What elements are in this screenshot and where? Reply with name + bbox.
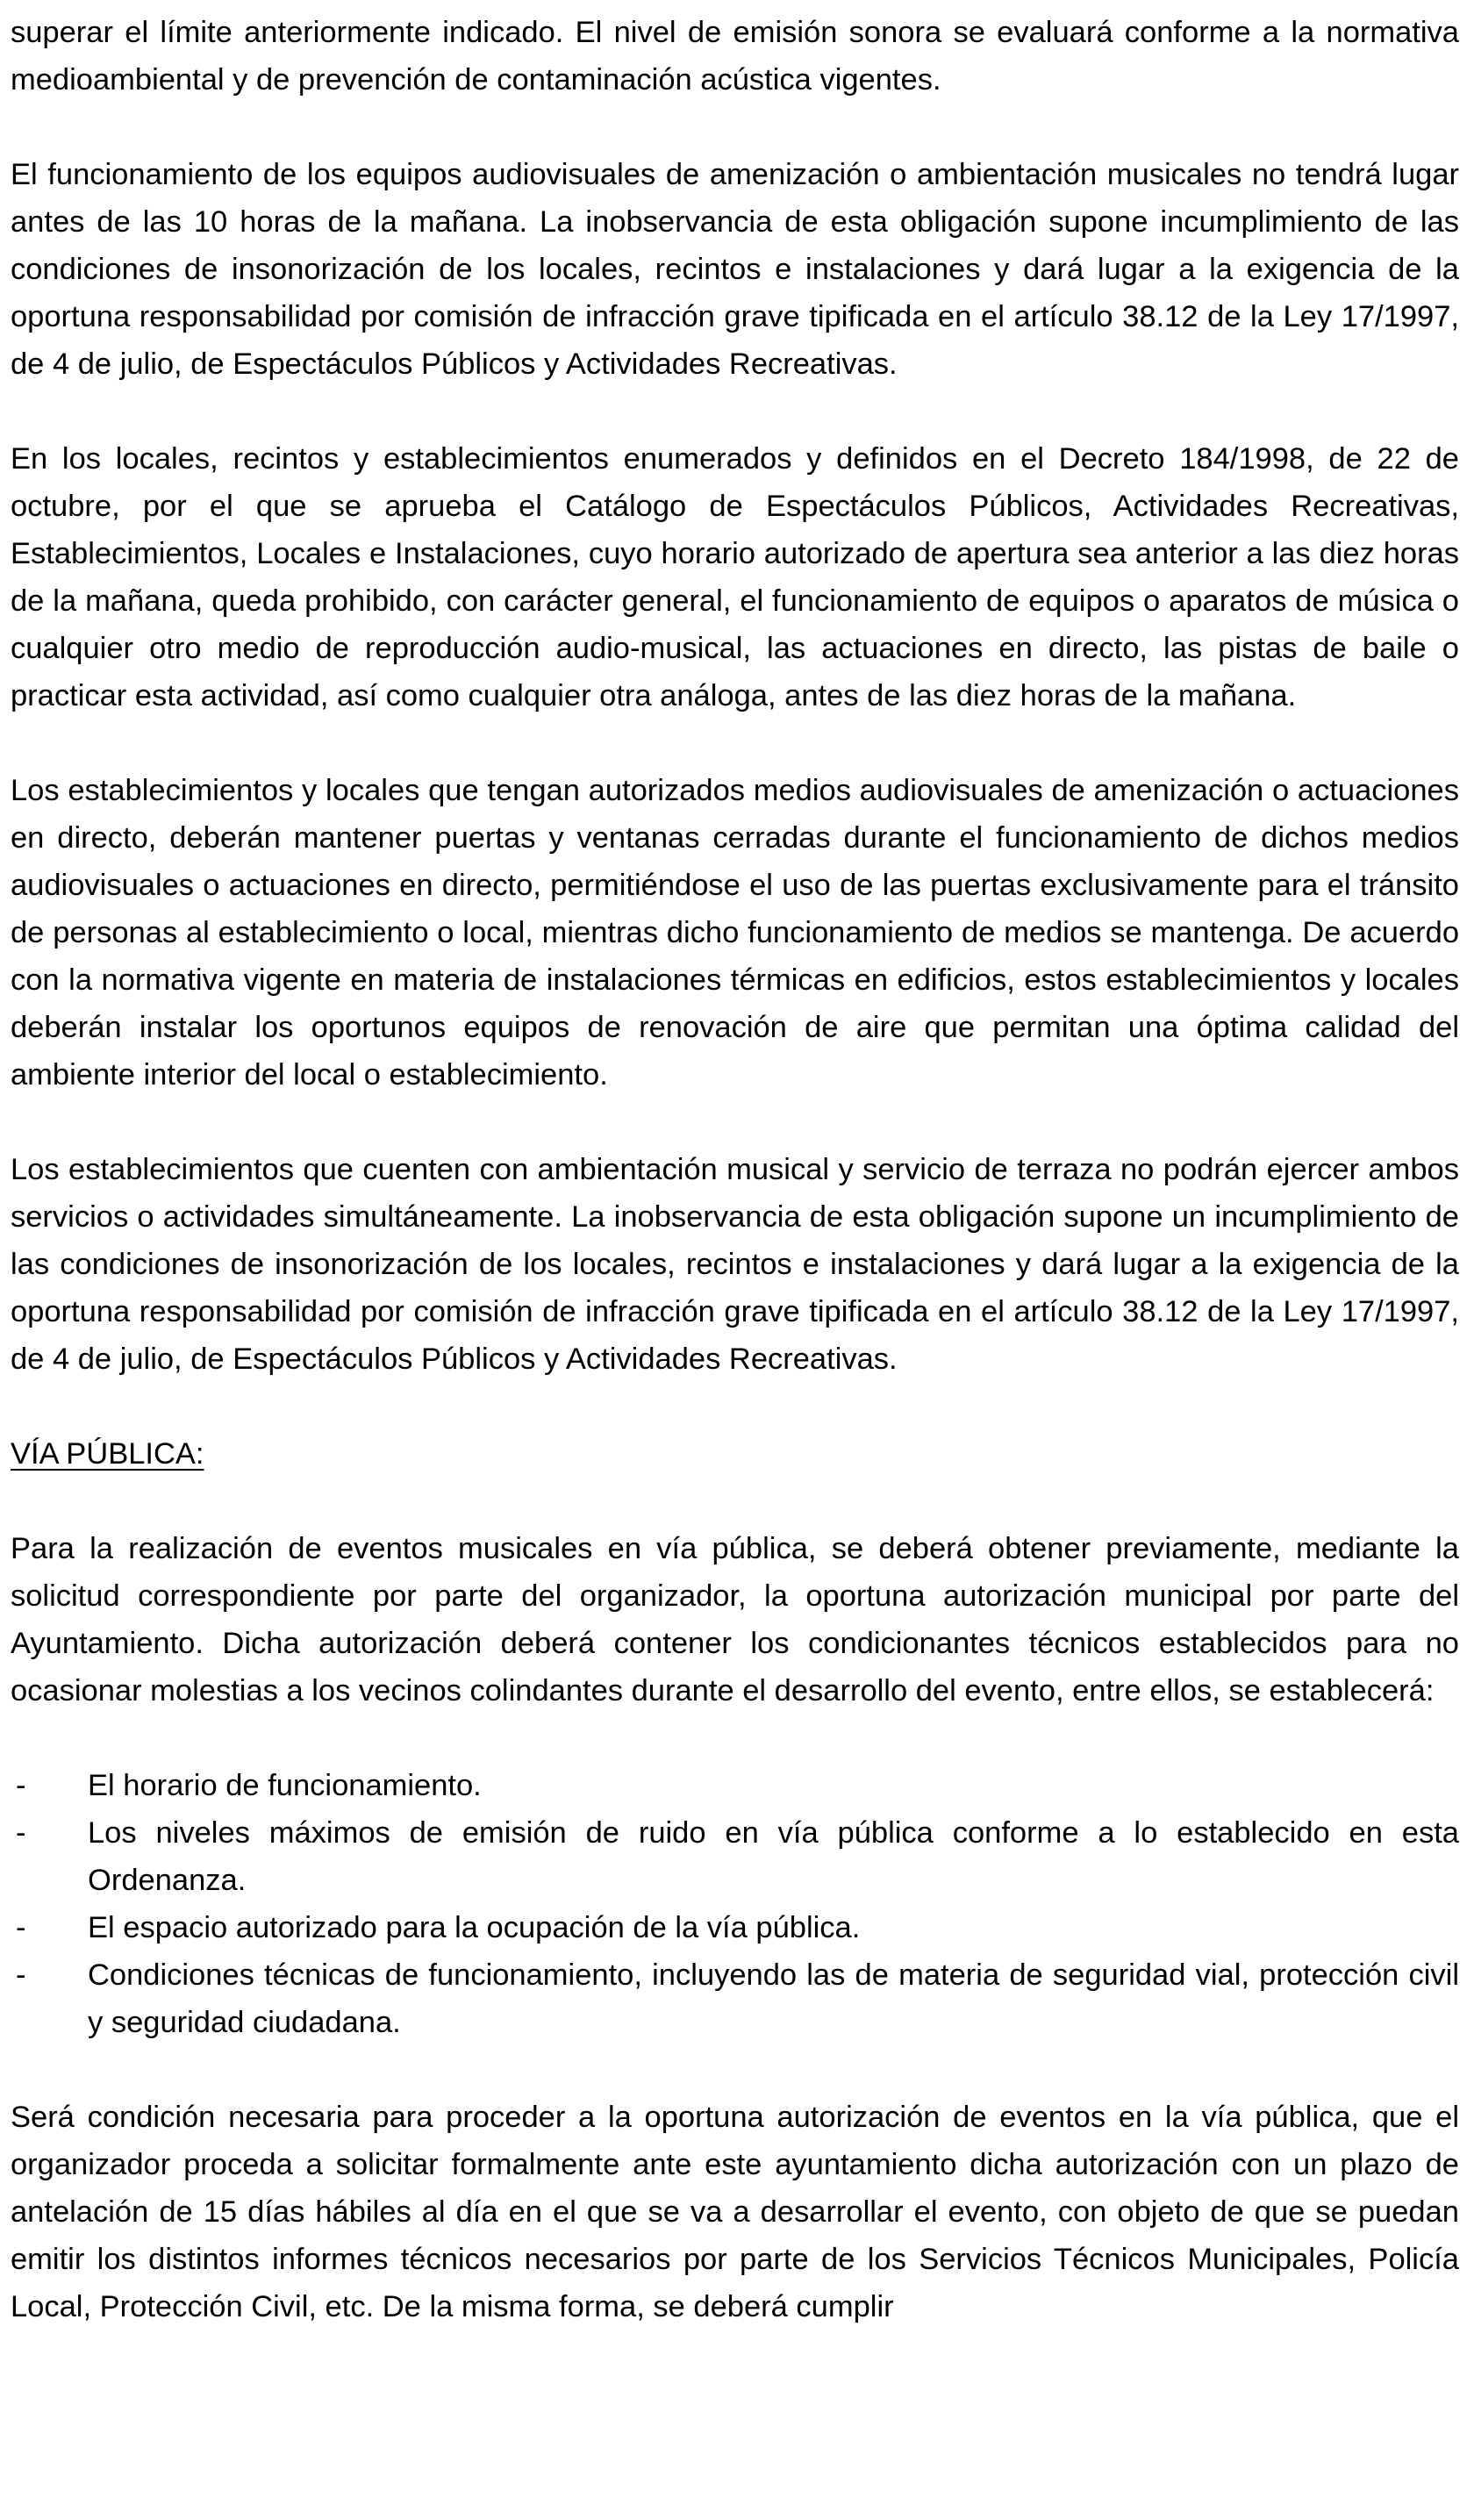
document-page xyxy=(11,9,1459,2330)
paragraph-emision-sonora: superar el límite anteriormente indicado. El nivel de emisión sonora se evaluará conforme a la normativa medioambiental y de prevención de contaminación acústica vigentes. xyxy=(11,16,1459,97)
list-item-text: Los niveles máximos de emisión de ruido en vía pública conforme a lo establecido en esta Ordenanza. xyxy=(88,1816,1459,1897)
list-item-text: El horario de funcionamiento. xyxy=(88,1769,482,1802)
list-dash-marker: - xyxy=(16,1911,26,1944)
list-dash-marker: - xyxy=(16,1816,26,1850)
list-item-text: El espacio autorizado para la ocupación de la vía pública. xyxy=(88,1911,861,1944)
list-item xyxy=(11,1951,1459,2046)
paragraph-decreto-184-1998: En los locales, recintos y establecimientos enumerados y definidos en el Decreto 184/1998, de 22 de octubre, por el que se aprueba el Catálogo de Espectáculos Públicos, Actividades Recreativas, Establecimientos, Locales e Instalaciones, cuyo horario autorizado de apertura sea anterior a las diez horas de la mañana, queda prohibido, con carácter general, el funcionamiento de equipos o aparatos de música o cualquier otro medio de reproducción audio-musical, las actuaciones en directo, las pistas de baile o practicar esta actividad, así como cualquier otra análoga, antes de las diez horas de la mañana. xyxy=(11,442,1459,712)
paragraph-horario-equipos: El funcionamiento de los equipos audiovisuales de amenización o ambientación musicales no tendrá lugar antes de las 10 horas de la mañana. La inobservancia de esta obligación supone incumplimiento de las condiciones de insonorización de los locales, recintos e instalaciones y dará lugar a la exigencia de la oportuna responsabilidad por comisión de infracción grave tipificada en el artículo 38.12 de la Ley 17/1997, de 4 de julio, de Espectáculos Públicos y Actividades Recreativas. xyxy=(11,158,1459,381)
list-dash-marker: - xyxy=(16,1769,26,1802)
section-heading-via-publica: VÍA PÚBLICA: xyxy=(11,1437,204,1471)
paragraph-eventos-via-publica: Para la realización de eventos musicales en vía pública, se deberá obtener previamente, mediante la solicitud correspondiente por parte del organizador, la oportuna autorización municipal por parte del Ayuntamiento. Dicha autorización deberá contener los condicionantes técnicos establecidos para no ocasionar molestias a los vecinos colindantes durante el desarrollo del evento, entre ellos, se establecerá: xyxy=(11,1532,1459,1707)
list-item xyxy=(11,1762,1459,1809)
conditions-list xyxy=(11,1762,1459,2046)
paragraph-terraza: Los establecimientos que cuenten con ambientación musical y servicio de terraza no podrán ejercer ambos servicios o actividades simultáneamente. La inobservancia de esta obligación supone un incumplimiento de las condiciones de insonorización de los locales, recintos e instalaciones y dará lugar a la exigencia de la oportuna responsabilidad por comisión de infracción grave tipificada en el artículo 38.12 de la Ley 17/1997, de 4 de julio, de Espectáculos Públicos y Actividades Recreativas. xyxy=(11,1153,1459,1376)
list-dash-marker: - xyxy=(16,1958,26,1992)
paragraph-solicitud-autorizacion: Será condición necesaria para proceder a la oportuna autorización de eventos en la vía pública, que el organizador proceda a solicitar formalmente ante este ayuntamiento dicha autorización con un plazo de antelación de 15 días hábiles al día en el que se va a desarrollar el evento, con objeto de que se puedan emitir los distintos informes técnicos necesarios por parte de los Servicios Técnicos Municipales, Policía Local, Protección Civil, etc. De la misma forma, se deberá cumplir xyxy=(11,2101,1459,2323)
list-item-text: Condiciones técnicas de funcionamiento, incluyendo las de materia de seguridad vial, protección civil y seguridad ciudadana. xyxy=(88,1958,1459,2039)
list-item xyxy=(11,1904,1459,1951)
list-item xyxy=(11,1809,1459,1904)
paragraph-puertas-ventanas: Los establecimientos y locales que tengan autorizados medios audiovisuales de amenización o actuaciones en directo, deberán mantener puertas y ventanas cerradas durante el funcionamiento de dichos medios audiovisuales o actuaciones en directo, permitiéndose el uso de las puertas exclusivamente para el tránsito de personas al establecimiento o local, mientras dicho funcionamiento de medios se mantenga. De acuerdo con la normativa vigente en materia de instalaciones térmicas en edificios, estos establecimientos y locales deberán instalar los oportunos equipos de renovación de aire que permitan una óptima calidad del ambiente interior del local o establecimiento. xyxy=(11,774,1459,1092)
